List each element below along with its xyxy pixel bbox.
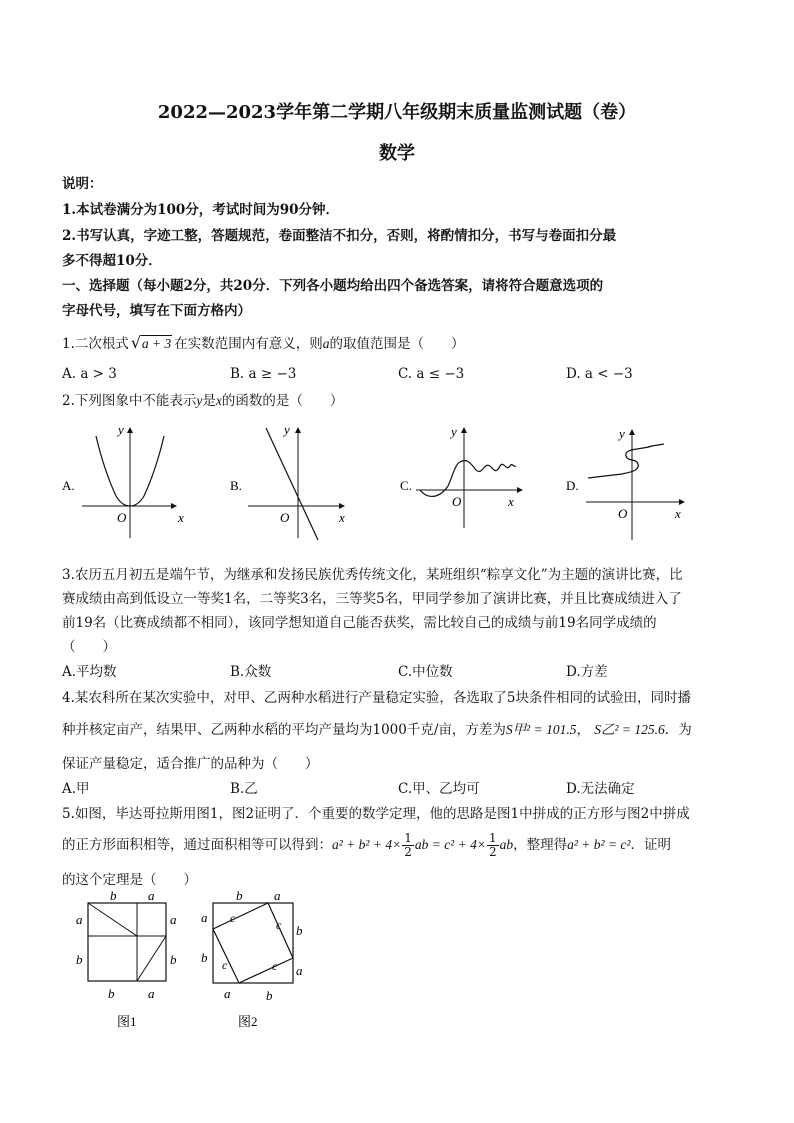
q5-line2-suffix: ．证明 xyxy=(630,837,671,853)
q1-option-c[interactable]: C. a ≤ −3 xyxy=(398,366,465,382)
q2-suffix: 的函数的是（ ） xyxy=(221,393,344,409)
fig2-label-left-a: a xyxy=(201,910,208,925)
q3-option-c[interactable]: C.中位数 xyxy=(398,664,453,680)
section1-heading-line1: 一、选择题（每小题2分，共20分．下列各小题均给出四个备选答案，请将符合题意选项的 xyxy=(62,278,604,294)
q4-variance-yi: S乙² = 125.6 xyxy=(594,722,665,737)
graph-c-curve xyxy=(420,460,516,496)
question-2 xyxy=(62,389,343,409)
fig1-label-right-b: b xyxy=(170,952,177,967)
q1-radicand: a + 3 xyxy=(141,336,172,351)
q4-option-d[interactable]: D.无法确定 xyxy=(566,781,635,797)
q2-prefix: 2.下列图象中不能表示 xyxy=(62,393,197,409)
q4-option-c[interactable]: C.甲、乙均可 xyxy=(398,781,480,797)
q4-line2 xyxy=(62,718,692,738)
q1-option-b[interactable]: B. a ≥ −3 xyxy=(230,366,297,382)
graph-d[interactable] xyxy=(566,426,684,540)
q2-middle: 是 xyxy=(202,393,216,409)
fig2-label-bottom-a: a xyxy=(224,986,231,1001)
q1-option-a[interactable]: A. a > 3 xyxy=(62,366,117,382)
figure-1-square xyxy=(88,903,166,981)
graph-b-line xyxy=(266,428,318,540)
q1-prefix: 1.二次根式 xyxy=(62,336,129,352)
fig2-label-c-top: c xyxy=(230,911,236,925)
q2-graphs xyxy=(0,410,794,560)
q5-line2-prefix: 的正方形面积相等，通过面积相等可以得到： xyxy=(62,837,332,853)
q5-fraction-1 xyxy=(402,832,414,859)
fig2-label-c-bottom: c xyxy=(272,959,278,973)
fig1-label-right-a: a xyxy=(170,912,177,927)
figure-1-diagonal-top xyxy=(88,903,137,936)
fig1-label-bottom-a: a xyxy=(148,986,155,1001)
q5-equation-part3: ab xyxy=(499,837,514,852)
q3-line2: 赛成绩由高到低设立一等奖1名，二等奖3名，三等奖5名，甲同学参加了演讲比赛，并且比赛成绩进入了 xyxy=(62,591,682,607)
graph-d-origin: O xyxy=(618,506,628,521)
q5-line2-mid: ，整理得 xyxy=(513,837,568,853)
graph-d-label: D. xyxy=(566,478,579,493)
figure-1 xyxy=(76,888,177,1029)
exam-subject: 数学 xyxy=(379,143,415,164)
graph-c[interactable] xyxy=(400,424,522,528)
instruction-item-2-line2: 多不得超10分． xyxy=(62,253,162,269)
question-1 xyxy=(62,332,465,352)
fig2-label-c-left: c xyxy=(222,958,228,972)
q4-line1: 4.某农科所在某次实验中，对甲、乙两种水稻进行产量稳定实验，各选取了5块条件相同的试验田，同时播 xyxy=(62,690,691,706)
graph-c-x-label: x xyxy=(508,494,514,509)
q1-radical xyxy=(130,333,172,352)
fig2-label-right-b: b xyxy=(296,923,303,938)
q3-line3: 前19名（比赛成绩都不相同），该同学想知道自己能否获奖，需比较自己的成绩与前19名同学成绩的 xyxy=(62,615,657,631)
fig2-label-top-a: a xyxy=(274,888,281,903)
graph-a-label: A. xyxy=(62,478,75,493)
fig2-label-top-b: b xyxy=(236,888,243,903)
section1-heading-line2: 字母代号，填写在下面方格内） xyxy=(62,303,251,319)
q4-separator: ， xyxy=(576,722,595,738)
q4-variance-jia: S甲² = 101.5 xyxy=(505,722,577,737)
graph-b-origin: O xyxy=(280,510,290,525)
q2-var-y: y xyxy=(196,393,203,408)
graph-c-y-label: y xyxy=(451,424,457,439)
q5-fraction-1-denominator: 2 xyxy=(404,845,412,859)
q3-line4: （ ） xyxy=(62,639,116,655)
fig1-label-left-a: a xyxy=(76,912,83,927)
graph-d-curve xyxy=(588,444,664,478)
figure-2-caption: 图2 xyxy=(238,1014,258,1029)
figure-1-caption: 图1 xyxy=(117,1014,137,1029)
q5-figures xyxy=(0,885,360,1035)
graph-d-x-label: x xyxy=(675,506,681,521)
q5-fraction-2 xyxy=(487,832,499,859)
figure-1-diagonal-bottom xyxy=(137,936,166,981)
q4-line2-prefix: 种并核定亩产，结果甲、乙两种水稻的平均产量均为1000千克/亩，方差为 xyxy=(62,722,506,738)
fig1-label-left-b: b xyxy=(76,952,83,967)
graph-b-x-label: x xyxy=(339,510,345,525)
instructions-heading: 说明： xyxy=(62,176,103,192)
q5-equation-part2: ab = c² + 4× xyxy=(414,837,486,852)
fig2-label-c-right: c xyxy=(276,918,282,932)
graph-a[interactable] xyxy=(62,422,184,538)
q1-middle: 在实数范围内有意义，则 xyxy=(174,336,323,352)
q3-line1: 3.农历五月初五是端午节，为继承和发扬民族优秀传统文化，某班组织“粽享文化”为主题的演讲比赛，比 xyxy=(62,567,683,583)
q5-line2 xyxy=(62,832,671,859)
fig1-label-top-b: b xyxy=(110,888,117,903)
graph-a-y-label: y xyxy=(118,422,124,437)
q1-suffix: 的取值范围是（ ） xyxy=(329,336,465,352)
q1-var: a xyxy=(322,336,330,351)
q5-line1: 5.如图，毕达哥拉斯用图1，图2证明了．个重要的数学定理，他的思路是图1中拼成的正方形与图2中拼成 xyxy=(62,806,690,822)
instruction-item-2-line1: 2.书写认真，字迹工整，答题规范，卷面整洁不扣分，否则，将酌情扣分，书写与卷面扣分最 xyxy=(62,228,617,244)
instruction-item-1: 1.本试卷满分为100分，考试时间为90分钟． xyxy=(62,202,340,218)
sqrt-sign-icon: √ xyxy=(130,333,142,352)
q5-fraction-1-numerator: 1 xyxy=(404,831,412,845)
q3-option-b[interactable]: B.众数 xyxy=(230,664,272,680)
q5-equation-part1: a² + b² + 4× xyxy=(332,837,402,852)
q5-line3: 的这个定理是（ ） xyxy=(62,872,197,888)
fig2-label-right-a: a xyxy=(296,963,303,978)
exam-title: 2022—2023学年第二学期八年级期末质量监测试题（卷） xyxy=(157,102,637,123)
fig2-label-bottom-b: b xyxy=(266,988,273,1003)
q5-fraction-2-numerator: 1 xyxy=(488,831,497,845)
graph-c-label: C. xyxy=(400,478,412,493)
q1-option-d[interactable]: D. a < −3 xyxy=(566,366,633,382)
graph-b[interactable] xyxy=(230,422,345,540)
fig1-label-top-a: a xyxy=(148,888,155,903)
q3-option-a[interactable]: A.平均数 xyxy=(62,664,117,680)
graph-c-origin: O xyxy=(452,494,462,509)
graph-b-label: B. xyxy=(230,478,242,493)
graph-b-y-label: y xyxy=(284,422,290,437)
figure-2 xyxy=(201,888,303,1029)
q4-line2-suffix: ．为 xyxy=(664,722,692,738)
fig1-label-bottom-b: b xyxy=(108,986,115,1001)
q3-option-d[interactable]: D.方差 xyxy=(566,664,608,680)
graph-d-y-label: y xyxy=(619,426,625,441)
fig2-label-left-b: b xyxy=(201,950,208,965)
q4-line3: 保证产量稳定，适合推广的品种为（ ） xyxy=(62,756,319,772)
q4-option-b[interactable]: B.乙 xyxy=(230,781,258,797)
graph-a-x-label: x xyxy=(178,510,184,525)
q4-option-a[interactable]: A.甲 xyxy=(62,781,90,797)
q5-fraction-2-denominator: 2 xyxy=(488,845,497,859)
graph-a-origin: O xyxy=(117,510,127,525)
q5-equation-result: a² + b² = c² xyxy=(567,837,631,852)
q2-var-x: x xyxy=(215,393,222,408)
